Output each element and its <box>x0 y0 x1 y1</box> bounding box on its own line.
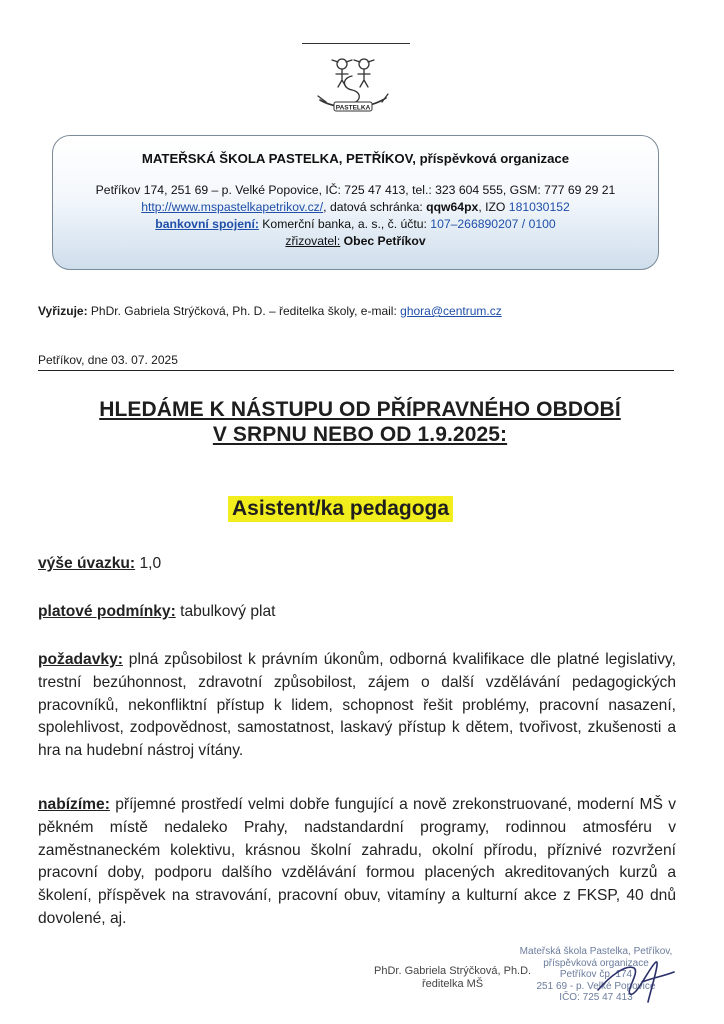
requirements-text: plná způsobilost k právním úkonům, odborná kvalifikace dle platné legislativy, trestní bezúhonnost, zdravotní způsobilost, zájem o další vzdělávání pedagogických pracovníků, nekonfliktní přístup k lidem, schopnost řešit problémy, pracovní nasazení, spolehlivost, zodpovědnost, samostatnost, laskavý přístup k dětem, tvořivost, zkušenosti a hra na hudební nástroj vítány. <box>38 651 676 760</box>
top-rule <box>302 43 410 44</box>
headline-line-2: V SRPNU NEBO OD 1.9.2025: <box>212 423 508 446</box>
offer-paragraph <box>38 794 676 931</box>
letterhead-box <box>52 135 659 270</box>
logo-text: PASTELKA <box>335 104 371 112</box>
salary-paragraph <box>38 601 676 624</box>
izo-label: , IZO <box>478 200 506 214</box>
headline <box>40 397 680 447</box>
salary-value: tabulkový plat <box>180 603 276 620</box>
school-logo <box>312 52 394 116</box>
signer-name: PhDr. Gabriela Strýčková, Ph.D. <box>374 965 532 977</box>
org-name: MATEŘSKÁ ŠKOLA PASTELKA, PETŘÍKOV, příspěvková organizace <box>141 151 570 166</box>
contact-label: Vyřizuje: <box>38 304 88 318</box>
contact-text: PhDr. Gabriela Strýčková, Ph. D. – ředitelka školy, e-mail: <box>90 304 397 318</box>
bank-name: Komerční banka, a. s., č. účtu: <box>262 217 427 231</box>
position-title: Asistent/ka pedagoga <box>228 496 453 522</box>
headline-line-1: HLEDÁME K NÁSTUPU OD PŘÍPRAVNÉHO OBDOBÍ <box>99 398 621 421</box>
bank-label: bankovní spojení: <box>155 217 259 231</box>
founder-line <box>53 233 658 250</box>
requirements-paragraph <box>38 649 676 763</box>
workload-label: výše úvazku: <box>38 555 136 572</box>
offer-label: nabízíme: <box>38 796 110 813</box>
stamp-line-4: 251 69 - p. Velké Popovice <box>536 980 656 992</box>
divider <box>38 370 674 371</box>
signature-block <box>374 965 531 991</box>
website-link[interactable]: http://www.mspastelkapetrikov.cz/ <box>141 200 324 214</box>
databox-label: , datová schránka: <box>323 200 423 214</box>
founder-name: Obec Petříkov <box>343 234 426 248</box>
bank-account: 107–266890207 / 0100 <box>430 217 556 231</box>
email-link[interactable]: ghora@centrum.cz <box>400 304 502 318</box>
web-line <box>53 199 658 216</box>
izo-value: 181030152 <box>508 200 570 214</box>
workload-paragraph <box>38 553 676 576</box>
offer-text: příjemné prostředí velmi dobře fungující a nově zrekonstruované, moderní MŠ v pěkném místě nedaleko Prahy, nadstandardní programy, rodinnou atmosféru v zaměstnaneckém kolektivu, krásnou školní zahradu, okolní přírodu, příznivé rozvržení pracovní doby, podporu dalšího vzdělávání formou placených akreditovaných kurzů a školení, příspěvek na stravování, pracovní obuv, vitamíny a kulturní akce z FKSP, 40 dnů dovolené, aj. <box>38 796 676 927</box>
signer-role: ředitelka MŠ <box>421 978 484 990</box>
handwritten-signature <box>590 946 680 1010</box>
contact-line <box>38 304 502 318</box>
databox-id: qqw64px <box>426 200 479 214</box>
workload-value: 1,0 <box>139 555 162 572</box>
stamp-line-2: příspěvková organizace <box>543 957 649 969</box>
stamp-line-5: IČO: 725 47 413 <box>559 992 633 1003</box>
stamp-line-3: Petříkov čp. 174 <box>559 969 633 980</box>
org-address: Petříkov 174, 251 69 – p. Velké Popovice, IČ: 725 47 413, tel.: 323 604 555, GSM: 777 69 29 21 <box>95 183 616 197</box>
founder-label: zřizovatel: <box>285 234 341 248</box>
stamp-line-1: Mateřská škola Pastelka, Petříkov, <box>519 946 673 957</box>
bank-line <box>53 216 658 233</box>
salary-label: platové podmínky: <box>38 603 176 620</box>
requirements-label: požadavky: <box>38 651 123 668</box>
date-line: Petříkov, dne 03. 07. 2025 <box>38 353 178 367</box>
